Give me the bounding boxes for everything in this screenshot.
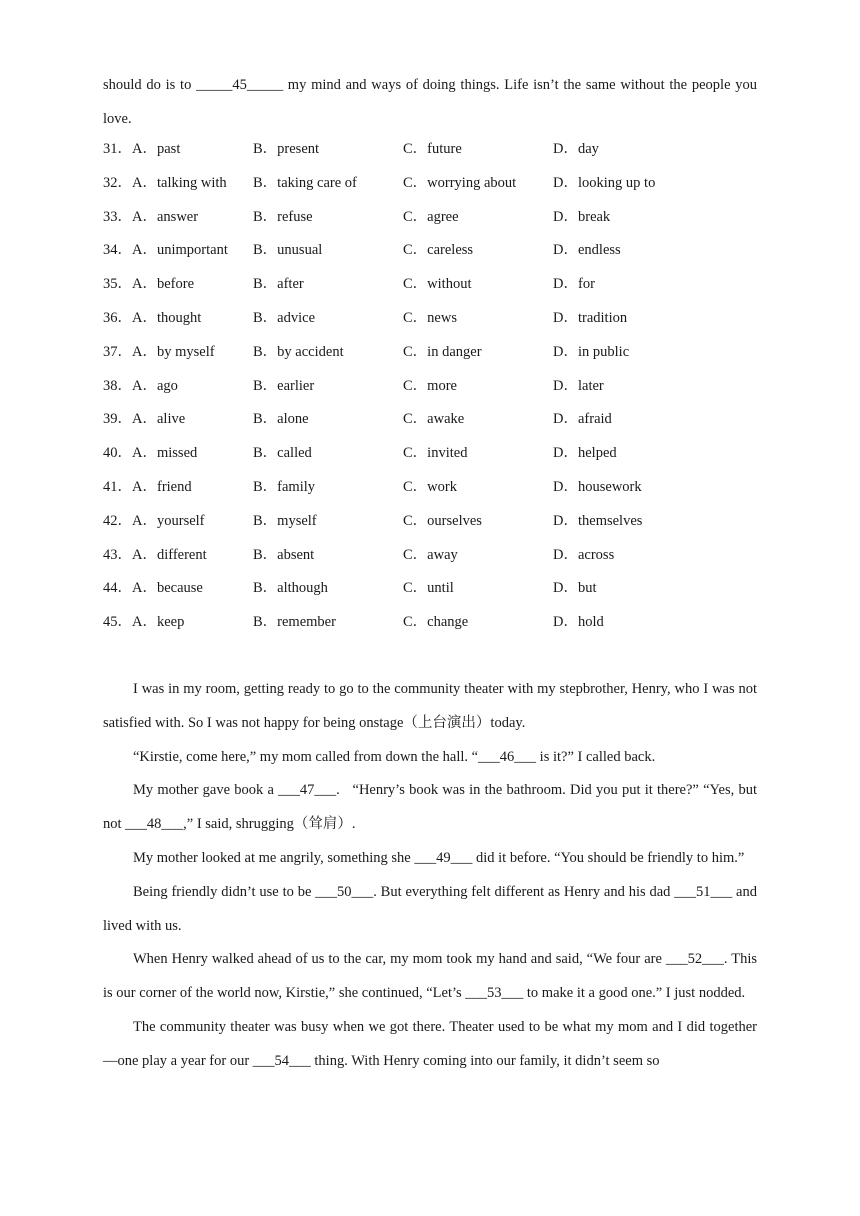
option-d xyxy=(553,268,703,302)
option-letter: D． xyxy=(553,276,578,293)
number-separator: ． xyxy=(117,208,132,225)
option-d xyxy=(553,437,703,471)
option-b xyxy=(253,539,403,573)
option-letter: C． xyxy=(403,614,428,631)
question-number: 45 xyxy=(103,614,118,631)
question-row xyxy=(103,133,757,167)
option-d xyxy=(553,234,703,268)
option-text: unimportant xyxy=(156,242,228,259)
question-number: 39 xyxy=(103,411,118,428)
question-row xyxy=(103,437,757,471)
option-text: by accident xyxy=(277,343,344,360)
option-text: answer xyxy=(156,208,199,225)
option-c xyxy=(403,336,553,370)
option-text: because xyxy=(156,580,203,597)
option-letter: A． xyxy=(132,512,157,529)
option-text: afraid xyxy=(577,411,612,428)
number-separator: ． xyxy=(117,411,132,428)
option-letter: B． xyxy=(253,141,278,157)
option-text: remember xyxy=(277,614,336,631)
option-b xyxy=(253,403,403,437)
option-d xyxy=(553,336,703,370)
option-letter: A． xyxy=(132,546,157,563)
option-letter: C． xyxy=(403,174,428,191)
passage-paragraph: The community theater was busy when we got there. Theater used to be what my mom and I did together—one play a year for our ___54___ thing. With Henry coming into our family, it didn’t seem so xyxy=(103,1018,757,1069)
option-c xyxy=(403,167,553,201)
option-c xyxy=(403,403,553,437)
number-separator: ． xyxy=(117,445,132,462)
option-letter: C． xyxy=(403,276,428,293)
option-text: although xyxy=(277,580,328,597)
option-letter: B． xyxy=(253,614,278,631)
option-text: news xyxy=(427,309,457,326)
option-d xyxy=(553,370,703,404)
option-d xyxy=(553,572,703,606)
option-text: hold xyxy=(577,614,604,631)
option-d xyxy=(553,201,703,235)
option-text: after xyxy=(277,276,304,293)
option-letter: A． xyxy=(132,242,157,259)
option-a xyxy=(103,133,253,167)
option-letter: A． xyxy=(132,174,157,191)
option-text: endless xyxy=(577,242,621,259)
option-text: helped xyxy=(577,445,617,462)
option-text: ago xyxy=(156,377,178,394)
option-d xyxy=(553,403,703,437)
question-number: 37 xyxy=(103,343,118,360)
option-letter: A． xyxy=(132,343,157,360)
question-row xyxy=(103,370,757,404)
option-a xyxy=(103,201,253,235)
option-c xyxy=(403,471,553,505)
option-letter: B． xyxy=(253,208,278,225)
question-number: 41 xyxy=(103,478,118,495)
intro-paragraph xyxy=(103,68,757,136)
question-number: 43 xyxy=(103,546,118,563)
option-letter: B． xyxy=(253,445,278,462)
option-letter: C． xyxy=(403,546,428,563)
number-separator: ． xyxy=(117,242,132,259)
option-a xyxy=(103,370,253,404)
option-text: earlier xyxy=(277,377,315,394)
question-number: 33 xyxy=(103,208,118,225)
option-a xyxy=(103,606,253,640)
number-separator: ． xyxy=(117,141,132,157)
option-text: agree xyxy=(427,208,459,225)
passage-paragraph: I was in my room, getting ready to go to the community theater with my stepbrother, Henry, who I was not satisfied with. So I was not happy for being onstage（上台演出）today. xyxy=(103,681,757,731)
option-text: in danger xyxy=(427,343,482,360)
option-text: in public xyxy=(577,343,630,360)
option-c xyxy=(403,437,553,471)
option-text: for xyxy=(577,276,595,293)
number-separator: ． xyxy=(117,343,132,360)
option-b xyxy=(253,505,403,539)
option-letter: D． xyxy=(553,614,578,631)
option-letter: C． xyxy=(403,512,428,529)
option-a xyxy=(103,437,253,471)
option-text: by myself xyxy=(156,343,215,360)
option-text: alone xyxy=(277,411,309,428)
option-c xyxy=(403,505,553,539)
option-letter: C． xyxy=(403,343,428,360)
option-text: themselves xyxy=(577,512,643,529)
question-row xyxy=(103,234,757,268)
question-row xyxy=(103,505,757,539)
option-letter: D． xyxy=(553,445,578,462)
intro-text: should do is to _____45_____ my mind and ways of doing things. Life isn’t the same without the people you love. xyxy=(103,77,757,127)
option-d xyxy=(553,133,703,167)
number-separator: ． xyxy=(117,614,132,631)
option-letter: C． xyxy=(403,208,428,225)
question-row xyxy=(103,167,757,201)
option-c xyxy=(403,268,553,302)
option-a xyxy=(103,572,253,606)
number-separator: ． xyxy=(117,580,132,597)
question-number: 40 xyxy=(103,445,118,462)
option-text: talking with xyxy=(156,174,227,191)
option-text: work xyxy=(427,478,457,495)
question-number: 34 xyxy=(103,242,118,259)
option-b xyxy=(253,437,403,471)
option-text: future xyxy=(427,141,462,157)
option-letter: D． xyxy=(553,478,578,495)
option-b xyxy=(253,572,403,606)
option-text: looking up to xyxy=(577,174,656,191)
option-b xyxy=(253,234,403,268)
option-letter: D． xyxy=(553,174,578,191)
options-list xyxy=(103,133,757,640)
option-text: keep xyxy=(156,614,185,631)
option-text: different xyxy=(156,546,207,563)
option-text: away xyxy=(427,546,458,563)
option-text: missed xyxy=(156,445,198,462)
option-letter: A． xyxy=(132,478,157,495)
passage-paragraph: My mother looked at me angrily, something she ___49___ did it before. “You should be friendly to him.” xyxy=(133,849,745,866)
reading-passage xyxy=(103,673,757,1079)
option-a xyxy=(103,471,253,505)
option-letter: A． xyxy=(132,411,157,428)
option-letter: A． xyxy=(132,614,157,631)
option-text: more xyxy=(427,377,457,394)
option-letter: A． xyxy=(132,141,157,157)
option-text: advice xyxy=(277,309,316,326)
option-letter: C． xyxy=(403,309,428,326)
option-letter: B． xyxy=(253,343,278,360)
option-text: later xyxy=(577,377,604,394)
option-letter: D． xyxy=(553,242,578,259)
question-number: 36 xyxy=(103,309,118,326)
option-letter: D． xyxy=(553,377,578,394)
option-letter: C． xyxy=(403,411,428,428)
option-letter: B． xyxy=(253,478,278,495)
option-letter: B． xyxy=(253,309,278,326)
option-c xyxy=(403,539,553,573)
option-letter: C． xyxy=(403,580,428,597)
option-letter: A． xyxy=(132,377,157,394)
question-row xyxy=(103,471,757,505)
option-letter: B． xyxy=(253,242,278,259)
option-c xyxy=(403,234,553,268)
question-row xyxy=(103,302,757,336)
option-letter: A． xyxy=(132,309,157,326)
option-text: careless xyxy=(427,242,474,259)
question-row xyxy=(103,336,757,370)
number-separator: ． xyxy=(117,478,132,495)
option-b xyxy=(253,201,403,235)
option-letter: B． xyxy=(253,546,278,563)
option-b xyxy=(253,471,403,505)
option-letter: A． xyxy=(132,580,157,597)
option-text: yourself xyxy=(156,512,205,529)
number-separator: ． xyxy=(117,276,132,293)
option-letter: C． xyxy=(403,141,428,157)
question-row xyxy=(103,268,757,302)
option-text: before xyxy=(156,276,195,293)
passage-paragraph: My mother gave book a ___47___. “Henry’s book was in the bathroom. Did you put it there?” “Yes, but not ___48___,” I said, shrugging（耸肩）. xyxy=(103,782,757,833)
option-text: tradition xyxy=(577,309,628,326)
option-text: absent xyxy=(277,546,315,563)
option-text: until xyxy=(427,580,454,597)
option-c xyxy=(403,606,553,640)
option-letter: D． xyxy=(553,546,578,563)
option-letter: D． xyxy=(553,309,578,326)
option-text: worrying about xyxy=(427,174,517,191)
option-letter: A． xyxy=(132,276,157,293)
option-b xyxy=(253,268,403,302)
number-separator: ． xyxy=(117,546,132,563)
option-text: awake xyxy=(427,411,465,428)
option-a xyxy=(103,302,253,336)
question-number: 44 xyxy=(103,580,118,597)
option-text: present xyxy=(277,141,320,157)
option-a xyxy=(103,234,253,268)
option-text: ourselves xyxy=(427,512,482,529)
option-b xyxy=(253,302,403,336)
option-letter: B． xyxy=(253,377,278,394)
option-d xyxy=(553,539,703,573)
option-text: myself xyxy=(277,512,317,529)
passage-paragraph: When Henry walked ahead of us to the car, my mom took my hand and said, “We four are ___52___. This is our corner of the world now, Kirstie,” she continued, “Let’s ___53___ to make it a good one.” I just nodded. xyxy=(103,951,757,1002)
option-letter: C． xyxy=(403,445,428,462)
option-text: refuse xyxy=(277,208,313,225)
number-separator: ． xyxy=(117,512,132,529)
option-letter: C． xyxy=(403,242,428,259)
option-b xyxy=(253,336,403,370)
option-c xyxy=(403,370,553,404)
option-letter: B． xyxy=(253,411,278,428)
question-row xyxy=(103,201,757,235)
option-text: thought xyxy=(156,309,202,326)
option-text: break xyxy=(577,208,611,225)
option-letter: A． xyxy=(132,445,157,462)
option-letter: D． xyxy=(553,141,578,157)
option-a xyxy=(103,505,253,539)
option-letter: C． xyxy=(403,377,428,394)
number-separator: ． xyxy=(117,377,132,394)
option-a xyxy=(103,336,253,370)
option-letter: D． xyxy=(553,343,578,360)
option-text: family xyxy=(277,478,316,495)
number-separator: ． xyxy=(117,174,132,191)
option-letter: B． xyxy=(253,580,278,597)
option-d xyxy=(553,167,703,201)
option-d xyxy=(553,471,703,505)
question-row xyxy=(103,539,757,573)
option-text: friend xyxy=(156,478,192,495)
option-letter: D． xyxy=(553,512,578,529)
option-d xyxy=(553,505,703,539)
question-row xyxy=(103,606,757,640)
question-number: 38 xyxy=(103,377,118,394)
option-b xyxy=(253,606,403,640)
question-number: 31 xyxy=(103,141,118,157)
option-b xyxy=(253,133,403,167)
option-text: without xyxy=(427,276,472,293)
option-text: invited xyxy=(427,445,468,462)
option-b xyxy=(253,167,403,201)
option-letter: A． xyxy=(132,208,157,225)
question-number: 35 xyxy=(103,276,118,293)
option-a xyxy=(103,167,253,201)
option-letter: B． xyxy=(253,276,278,293)
option-a xyxy=(103,403,253,437)
option-text: day xyxy=(577,141,599,157)
passage-paragraph: Being friendly didn’t use to be ___50___. But everything felt different as Henry and his dad ___51___ and lived with us. xyxy=(103,883,757,934)
option-d xyxy=(553,606,703,640)
option-letter: D． xyxy=(553,411,578,428)
option-text: called xyxy=(277,445,312,462)
option-text: alive xyxy=(156,411,186,428)
option-a xyxy=(103,268,253,302)
option-text: change xyxy=(427,614,469,631)
option-letter: B． xyxy=(253,174,278,191)
option-text: but xyxy=(577,580,597,597)
option-c xyxy=(403,201,553,235)
question-row xyxy=(103,403,757,437)
option-c xyxy=(403,133,553,167)
question-number: 32 xyxy=(103,174,118,191)
option-text: housework xyxy=(577,478,642,495)
option-letter: D． xyxy=(553,208,578,225)
option-letter: B． xyxy=(253,512,278,529)
number-separator: ． xyxy=(117,309,132,326)
option-letter: C． xyxy=(403,478,428,495)
option-text: unusual xyxy=(277,242,323,259)
option-text: across xyxy=(577,546,615,563)
question-row xyxy=(103,572,757,606)
option-d xyxy=(553,302,703,336)
option-c xyxy=(403,572,553,606)
option-b xyxy=(253,370,403,404)
option-text: past xyxy=(156,141,181,157)
option-letter: D． xyxy=(553,580,578,597)
question-number: 42 xyxy=(103,512,118,529)
option-a xyxy=(103,539,253,573)
option-text: taking care of xyxy=(277,174,357,191)
passage-paragraph: “Kirstie, come here,” my mom called from down the hall. “___46___ is it?” I called back. xyxy=(133,748,656,765)
option-c xyxy=(403,302,553,336)
